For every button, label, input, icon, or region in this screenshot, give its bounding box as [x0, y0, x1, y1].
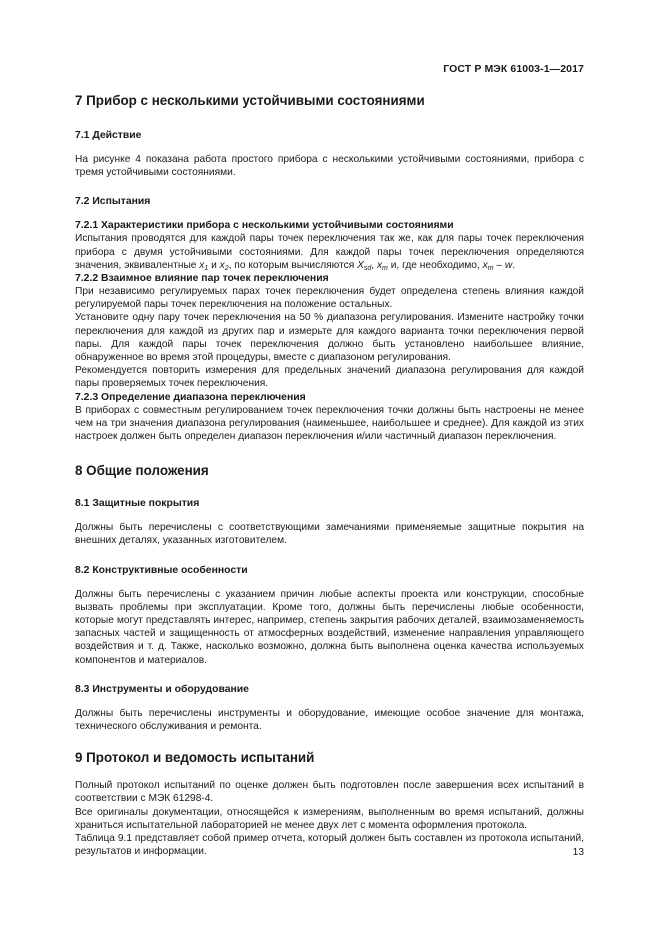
section-8-1-paragraph: Должны быть перечислены с соответствующими замечаниями применяемые защитные покрытия на внешних деталях, указанных изготовителем. [75, 522, 584, 547]
section-7-2-2-paragraph-2: Установите одну пару точек переключения на 50 % диапазона регулирования. Измените настройку точки переключения для каждой из других пар и измерьте для каждого варианта точки переключения первой пары. Для каждой пары точек переключения должно быть установлено наибольшее влияние, обнаруженное во время этой процедуры, вместе с диапазоном регулирования. [75, 312, 584, 364]
section-7-2-3-paragraph: В приборах с совместным регулированием точек переключения точки должны быть настроены не менее чем на три значения диапазона регулирования (наименьшее, наибольшее и среднее). Для каждой из этих настроек должен быть определен диапазон переключения и/или частичный диапазон переключения. [75, 404, 584, 443]
section-7-2-2-paragraph-3: Рекомендуется повторить измерения для предельных значений диапазона регулирования для каждой пары проверяемых точек переключения. [75, 365, 584, 390]
section-8-2-paragraph: Должны быть перечислены с указанием причин любые аспекты проекта или конструкции, способные вызвать проблемы при эксплуатации. Кроме того, должны быть перечислены любые особенности, которые могут представлять интерес, например, степень закрытия рабочих деталей, взаимозаменяемость запасных частей и защищенность от атмосферных воздействий, изменение направления управляющего воздействия и т. д. Также, насколько возможно, должна быть выполнена оценка качества используемых компонентов и материалов. [75, 588, 584, 666]
section-7-1-paragraph: На рисунке 4 показана работа простого прибора с несколькими устойчивыми состояниями, прибора с тремя устойчивыми состояниями. [75, 154, 584, 179]
section-7-2-3-title: 7.2.3 Определение диапазона переключения [75, 391, 306, 403]
section-7-1-title: 7.1 Действие [75, 130, 142, 141]
section-8-3-paragraph: Должны быть перечислены инструменты и оборудование, имеющие особое значение для монтажа, технического обслуживания и ремонта. [75, 707, 584, 733]
section-8-title: 8 Общие положения [75, 463, 209, 479]
section-8-3-title: 8.3 Инструменты и оборудование [75, 683, 249, 695]
section-7-title: 7 Прибор с несколькими устойчивыми состояниями [75, 93, 425, 108]
section-9-paragraph-2: Все оригиналы документации, относящейся к измерениям, выполненным во время испытаний, должны храниться испытательной лабораторией не менее двух лет с момента оформления протокола. [75, 806, 584, 831]
section-7-2-1-title: 7.2.1 Характеристики прибора с несколькими устойчивыми состояниями [75, 220, 454, 232]
section-9-paragraph-1: Полный протокол испытаний по оценке должен быть подготовлен после завершения всех испытаний в соответствии с МЭК 61298-4. [75, 780, 584, 805]
standard-designation: ГОСТ Р МЭК 61003-1—2017 [443, 63, 584, 75]
section-7-2-title: 7.2 Испытания [75, 196, 151, 208]
section-9-paragraph-3: Таблица 9.1 представляет собой пример отчета, который должен быть составлен из протокола испытаний, результатов и информации. [75, 833, 584, 858]
section-7-2-2-paragraph-1: При независимо регулируемых парах точек переключения будет определена степень влияния каждой регулируемой пары точек переключения на положение остальных. [75, 286, 584, 311]
section-9-title: 9 Протокол и ведомость испытаний [75, 750, 315, 766]
page-body [75, 84, 584, 859]
page-number: 13 [572, 847, 584, 858]
section-7-2-2-title: 7.2.2 Взаимное влияние пар точек переключения [75, 273, 329, 285]
section-8-1-title: 8.1 Защитные покрытия [75, 498, 200, 510]
section-7-2-1-paragraph: Испытания проводятся для каждой пары точек переключения так же, как для пары точек переключения прибора с двумя устойчивыми состояниями. Для каждой пары точек переключения определяются значения, эквивалентные $x_1$ и $x_2$, по которым вычисляются $X_{sd}$, $x_m$ и, где необходимо, $x_m$ – w. [75, 233, 584, 272]
section-8-2-title: 8.2 Конструктивные особенности [75, 564, 248, 576]
